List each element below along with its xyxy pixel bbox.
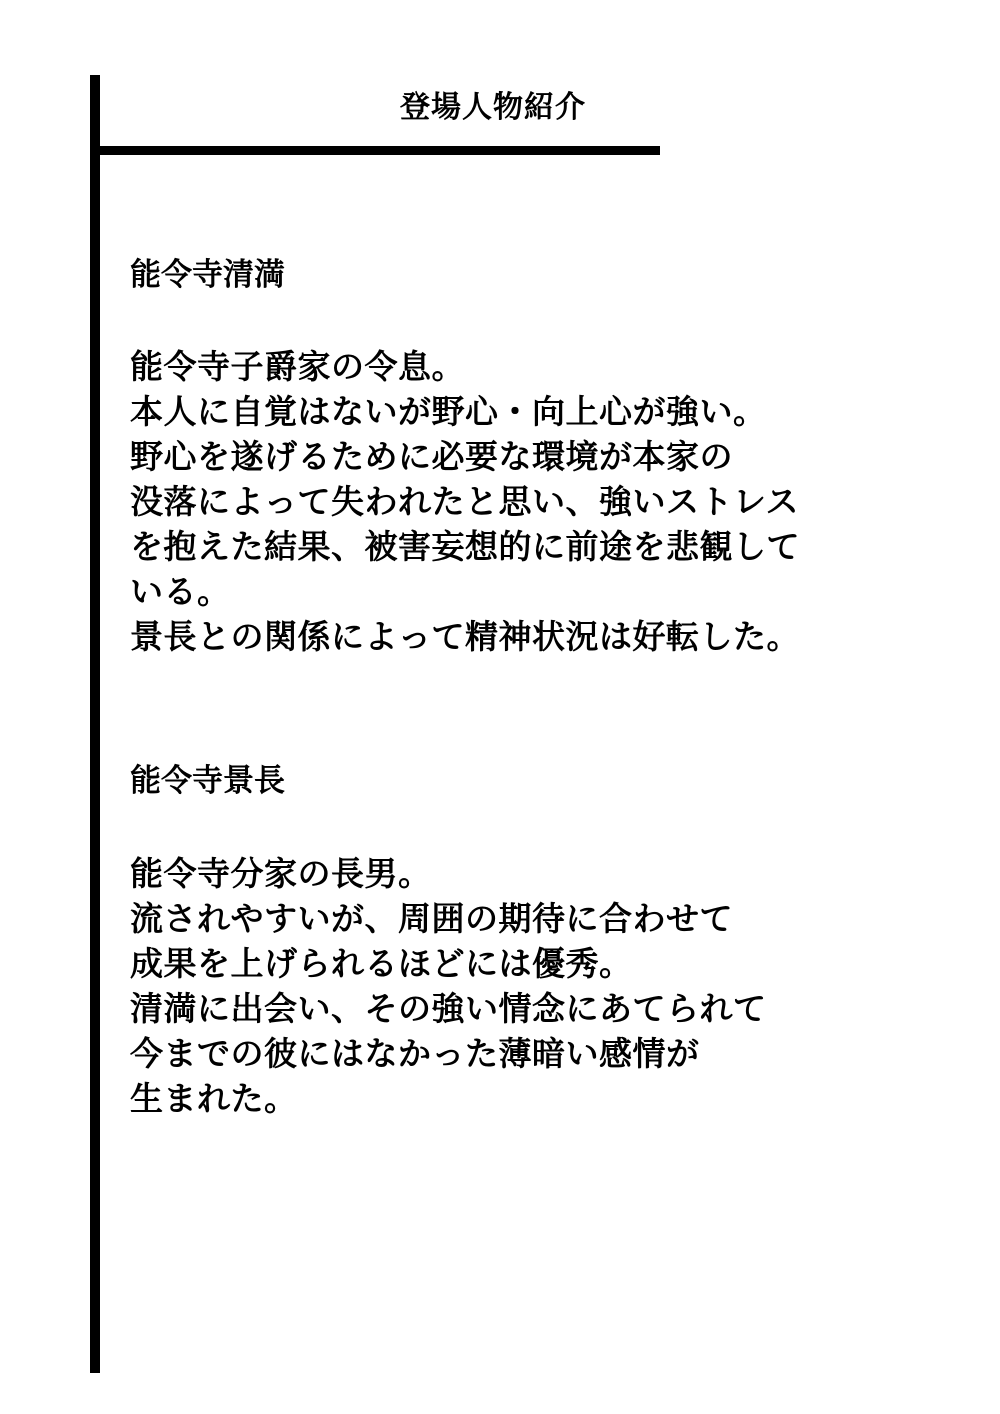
page-title: 登場人物紹介 xyxy=(400,90,586,125)
description-line: 能令寺子爵家の令息。 xyxy=(130,347,465,386)
character-name: 能令寺景長 xyxy=(130,763,285,799)
description-line: 成果を上げられるほどには優秀。 xyxy=(130,944,633,983)
description-line: 没落によって失われたと思い、強いストレス xyxy=(130,482,800,521)
description-line: いる。 xyxy=(130,572,231,611)
description-line: 流されやすいが、周囲の期待に合わせて xyxy=(130,899,733,938)
character-name: 能令寺清満 xyxy=(130,257,285,293)
vertical-rule xyxy=(90,75,100,1373)
description-line: 景長との関係によって精神状況は好転した。 xyxy=(130,617,800,656)
description-line: 生まれた。 xyxy=(130,1079,298,1118)
description-line: を抱えた結果、被害妄想的に前途を悲観して xyxy=(130,527,800,566)
description-line: 本人に自覚はないが野心・向上心が強い。 xyxy=(130,392,767,431)
character-description xyxy=(130,344,910,659)
description-line: 清満に出会い、その強い情念にあてられて xyxy=(130,989,767,1028)
description-line: 能令寺分家の長男。 xyxy=(130,854,432,893)
description-line: 野心を遂げるために必要な環境が本家の xyxy=(130,437,733,476)
title-underline xyxy=(90,146,660,155)
description-line: 今までの彼にはなかった薄暗い感情が xyxy=(130,1034,700,1073)
character-description xyxy=(130,851,910,1121)
